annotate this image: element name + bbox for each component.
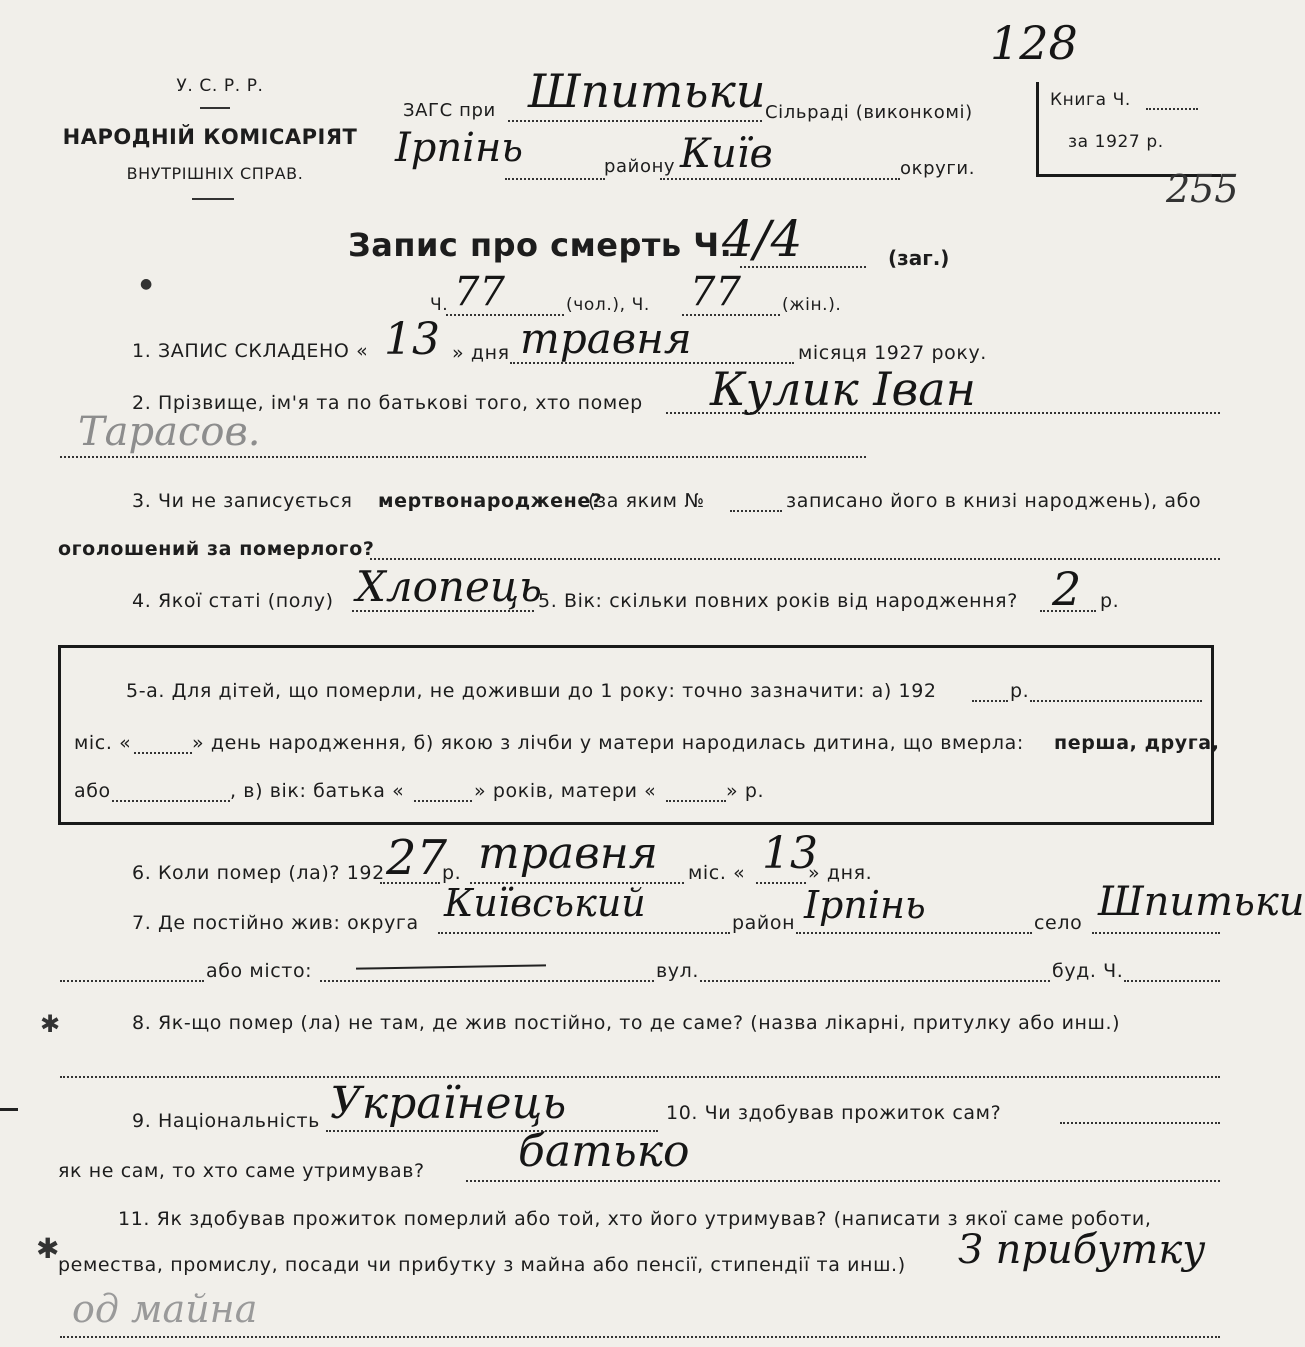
handwritten-patronymic: Тарасов. [78, 409, 261, 455]
field-5a-end: » р. [726, 780, 765, 802]
handwritten-income-2: од майна [72, 1287, 258, 1331]
field-1-post: місяця 1927 року. [798, 342, 987, 364]
zhin-label: (жін.). [782, 295, 842, 315]
handwritten-ch-female: 77 [690, 269, 741, 315]
field-11-line2: ремества, промислу, посади чи прибутку з майна або пенсії, стипендії та инш.) [58, 1254, 906, 1276]
field-5a-line1: 5-а. Для дітей, що померли, не доживши до 1 року: точно зазначити: а) 192 [126, 680, 937, 702]
record-title: Запис про смерть Ч. [348, 226, 733, 264]
house-line [1124, 980, 1220, 982]
field-10-second: як не сам, то хто саме утримував? [58, 1160, 425, 1182]
ink-speck: ✱ [36, 1232, 60, 1265]
book-line [1146, 108, 1198, 110]
field-7-misto: або місто: [206, 960, 313, 982]
handwritten-nationality: Українець [330, 1078, 567, 1129]
infant-day-line [134, 752, 192, 754]
field-4-label: 4. Якої статі (полу) [132, 590, 334, 612]
rayonu-label: району [604, 156, 676, 177]
death-day-line [756, 882, 806, 884]
year-label: за 1927 р. [1068, 132, 1164, 152]
ch-female-line [682, 314, 780, 316]
ussr-label: У. С. Р. Р. [176, 76, 264, 96]
declared-dead-line [370, 558, 1220, 560]
field-5a-father: , в) вік: батька « [230, 780, 405, 802]
selo7-line [1092, 932, 1220, 934]
field-6-mis: міс. « [688, 862, 746, 884]
village-line [508, 120, 762, 122]
field-1-mid: » дня [452, 342, 510, 364]
sex-line [352, 610, 534, 612]
field-7-label: 7. Де постійно жив: округа [132, 912, 419, 934]
field-3-tail: записано його в книзі народжень), або [786, 490, 1202, 512]
internal-affairs-label: ВНУТРІШНІХ СПРАВ. [126, 164, 304, 183]
mother-age-line [666, 800, 726, 802]
silradi-label: Сільраді (виконкомі) [765, 102, 973, 123]
field-5a-abo: або [74, 780, 111, 802]
city-line [320, 980, 654, 982]
divider [200, 107, 230, 109]
declared-dead-label: оголошений за померлого? [58, 538, 375, 560]
ch-label: Ч. [430, 295, 449, 315]
field-9-label: 9. Національність [132, 1110, 320, 1132]
commissariat-title: НАРОДНІЙ КОМІСАРІЯТ [62, 125, 358, 149]
handwritten-ch-male: 77 [454, 269, 505, 315]
chol-label: (чол.), Ч. [566, 295, 650, 315]
father-age-line [414, 800, 472, 802]
field-5a-r: р. [1010, 680, 1030, 702]
income-line [60, 1336, 1220, 1338]
kept-by-line [466, 1180, 1220, 1182]
handwritten-sheet-number: 128 [990, 16, 1078, 70]
record-number-line [740, 266, 866, 268]
field-6-den: » дня. [808, 862, 873, 884]
place-of-death-line [60, 1076, 1220, 1078]
field-7-vul: вул. [656, 960, 700, 982]
handwritten-age: 2 [1052, 562, 1082, 616]
field-7-selo: село [1034, 912, 1083, 934]
field-11-line1: 11. Як здобував прожиток померлий або той, хто його утримував? (написати з якої саме роботи, [118, 1208, 1152, 1230]
handwritten-record-number: 4/4 [722, 210, 803, 268]
field-5a-line2: » день народження, б) якою з лічби у матери народилась дитина, що вмерла: [192, 732, 1024, 754]
handwritten-rayon7: Ірпінь [804, 883, 926, 927]
edge-mark [0, 1108, 18, 1111]
field-2-label: 2. Прізвище, ім'я та по батькові того, хто помер [132, 392, 643, 414]
handwritten-day: 13 [384, 314, 440, 365]
field-5a-mis: міс. « [74, 732, 132, 754]
handwritten-surname: Кулик Іван [710, 362, 976, 416]
infant-year-line [972, 700, 1008, 702]
age-line [1040, 610, 1096, 612]
first-second-label: перша, друга, [1054, 732, 1220, 754]
okrugi-label: округи. [900, 158, 976, 179]
selo-continuation-line [60, 980, 204, 982]
rayon7-line [796, 932, 1032, 934]
handwritten-month: травня [520, 314, 692, 363]
death-year-line [380, 882, 440, 884]
book-label: Книга Ч. [1050, 90, 1131, 110]
stillborn-label: мертвонароджене? [378, 490, 603, 512]
zag-label: (заг.) [888, 246, 950, 270]
age-unit: р. [1100, 590, 1120, 612]
birth-number-line [730, 510, 782, 512]
handwritten-selo7: Шпитьки [1098, 879, 1305, 925]
okrug-line [660, 178, 900, 180]
handwritten-sex: Хлопець [356, 562, 543, 611]
handwritten-dash [356, 964, 546, 969]
handwritten-death-day: 13 [762, 828, 818, 879]
handwritten-okrug7: Київський [444, 881, 646, 925]
zags-label: ЗАГС при [403, 100, 496, 121]
patronymic-line [60, 456, 866, 458]
divider [192, 198, 234, 200]
field-8-label: 8. Як-що помер (ла) не там, де жив постійно, то де саме? (назва лікарні, притулку або инш.) [132, 1012, 1121, 1034]
birth-order-line [112, 800, 230, 802]
infant-month-line [1030, 700, 1202, 702]
handwritten-255: 255 [1166, 167, 1239, 211]
field-7-bud: буд. Ч. [1052, 960, 1124, 982]
okrug7-line [438, 932, 730, 934]
district-line [505, 178, 605, 180]
ink-speck: ● [140, 276, 153, 292]
field-1-label: 1. ЗАПИС СКЛАДЕНО « [132, 340, 369, 362]
field-7-rayon: район [732, 912, 796, 934]
field-5-label: 5. Вік: скільки повних років від народження? [538, 590, 1018, 612]
handwritten-income-1: З прибутку [958, 1227, 1206, 1273]
handwritten-kept-by: батько [518, 1126, 690, 1177]
street-line [700, 980, 1050, 982]
field-10-label: 10. Чи здобував прожиток сам? [666, 1102, 1002, 1124]
handwritten-district: Ірпінь [395, 125, 524, 171]
field-5a-mother: » років, матери « [474, 780, 657, 802]
handwritten-okrug: Київ [680, 131, 773, 177]
self-income-line [1060, 1122, 1220, 1124]
handwritten-death-month: травня [478, 828, 658, 879]
handwritten-village: Шпитьки [528, 64, 766, 118]
field-3-label: 3. Чи не записується [132, 490, 353, 512]
ink-speck: ✱ [40, 1010, 61, 1038]
field-3-number-label: (за яким № [588, 490, 705, 512]
field-6-r: р. [442, 862, 462, 884]
handwritten-death-year: 27 [386, 830, 448, 886]
field-6-label: 6. Коли помер (ла)? 192 [132, 862, 385, 884]
